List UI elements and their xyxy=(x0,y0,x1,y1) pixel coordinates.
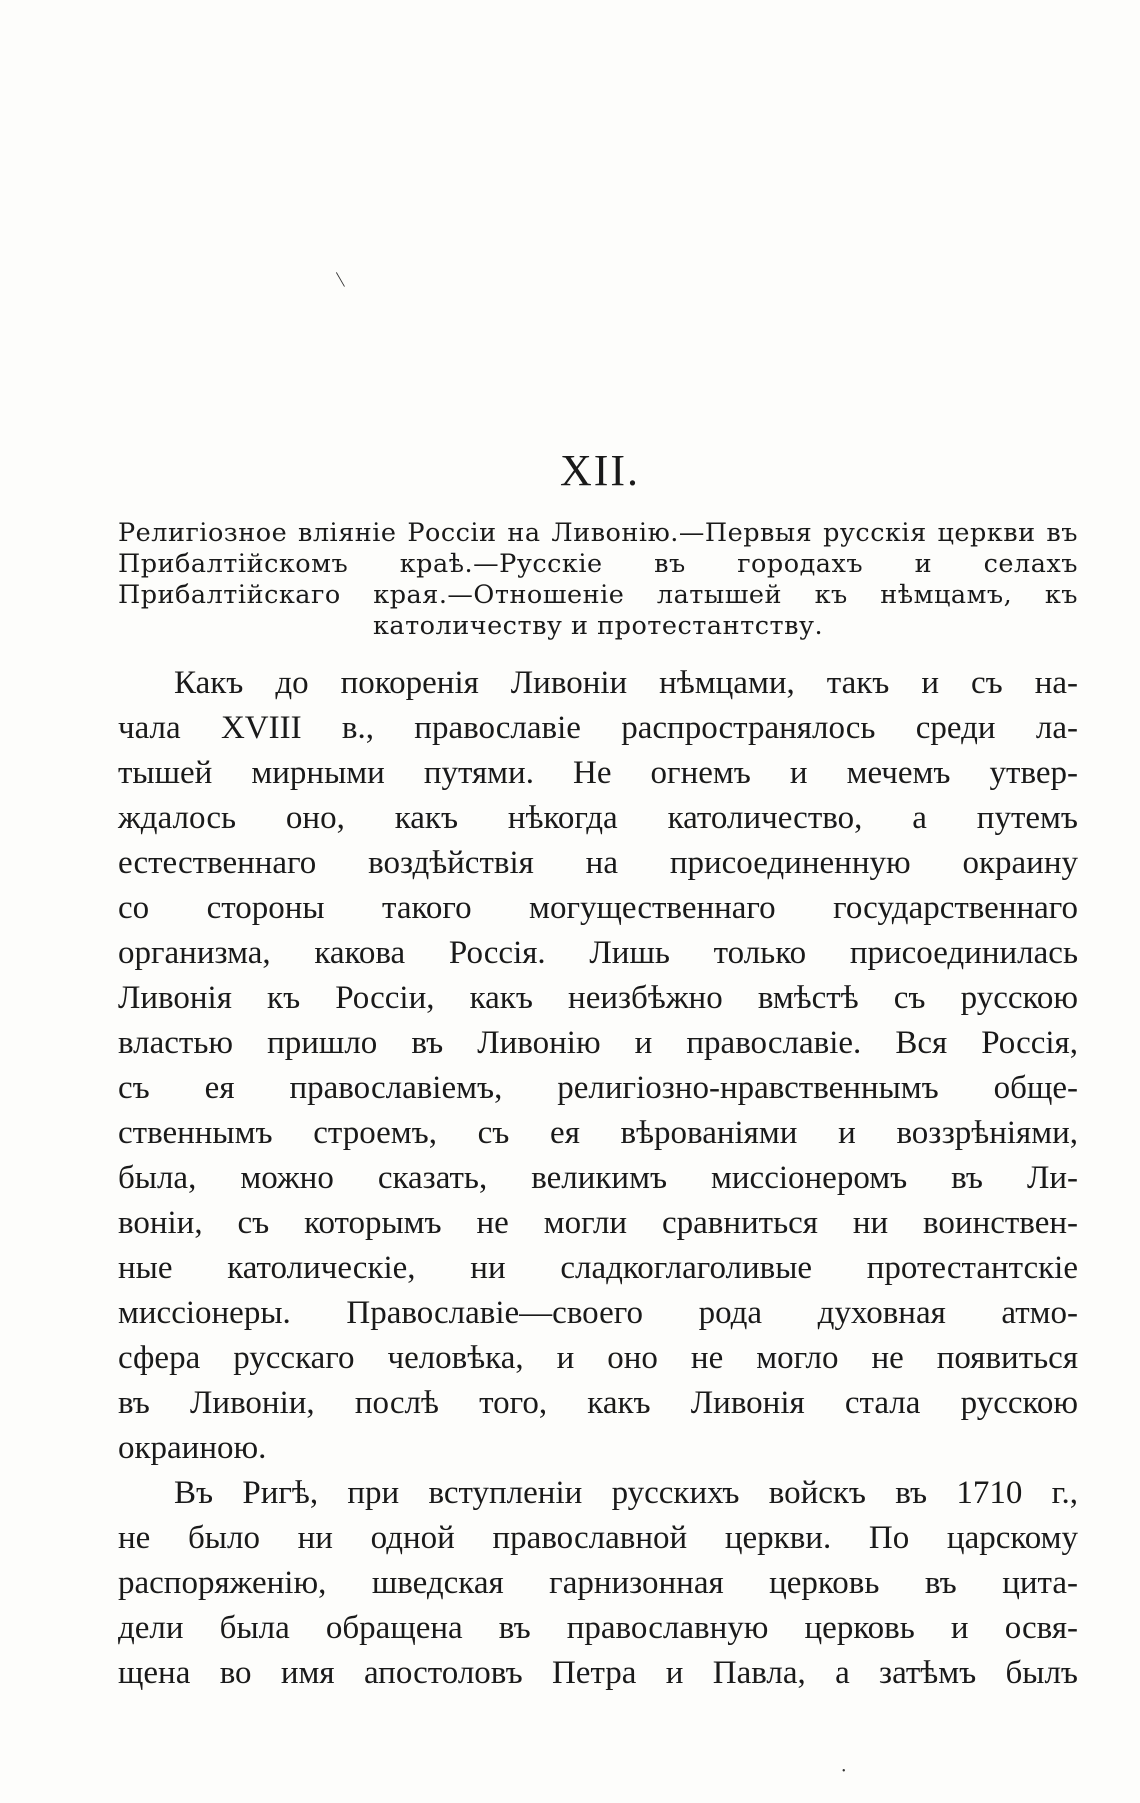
text-line: въ Ливоніи, послѣ того, какъ Ливонія стала русскою xyxy=(118,1385,1078,1421)
text-line: была, можно сказать, великимъ миссіонеромъ въ Ли- xyxy=(118,1160,1078,1196)
text-line: чала XVIII в., православіе распространялось среди ла- xyxy=(118,710,1078,746)
text-line: щена во имя апостоловъ Петра и Павла, а затѣмъ былъ xyxy=(118,1655,1078,1691)
text-line: съ ея православіемъ, религіозно-нравственнымъ обще- xyxy=(118,1070,1078,1106)
text-line: Какъ до покоренія Ливоніи нѣмцами, такъ и съ на- xyxy=(174,665,1078,701)
text-line: естественнаго воздѣйствія на присоединенную окраину xyxy=(118,845,1078,881)
paragraph-1 xyxy=(118,661,1078,1471)
text-line: не было ни одной православной церкви. По царскому xyxy=(118,1520,1078,1556)
text-line: организма, какова Россія. Лишь только присоединилась xyxy=(118,935,1078,971)
text-line: сфера русскаго человѣка, и оно не могло не появиться xyxy=(118,1340,1078,1376)
text-line: воніи, съ которымъ не могли сравниться ни воинствен- xyxy=(118,1205,1078,1241)
text-line: со стороны такого могущественнаго государственнаго xyxy=(118,890,1078,926)
text-line: Ливонія къ Россіи, какъ неизбѣжно вмѣстѣ съ русскою xyxy=(118,980,1078,1016)
chapter-summary: Религіозное вліяніе Россіи на Ливонію.—Первыя русскія церкви въ Прибалтійскомъ краѣ.—Русскіе въ городахъ и селахъ Прибалтійскаго края.—Отношеніе латышей къ нѣмцамъ, къ католичеству и протестантству. xyxy=(118,518,1078,641)
chapter-body xyxy=(118,661,1078,1696)
paragraph-2 xyxy=(118,1471,1078,1696)
text-line: ственнымъ строемъ, съ ея вѣрованіями и воззрѣніями, xyxy=(118,1115,1078,1151)
text-line: тышей мирными путями. Не огнемъ и мечемъ утвер- xyxy=(118,755,1078,791)
chapter-number: XII. xyxy=(559,446,641,495)
text-line: властью пришло въ Ливонію и православіе. Вся Россія, xyxy=(118,1025,1078,1061)
ink-speck: • xyxy=(842,1766,846,1777)
text-line: окраиною. xyxy=(118,1430,267,1466)
text-line: миссіонеры. Православіе—своего рода духовная атмо- xyxy=(118,1295,1078,1331)
ink-speck: | xyxy=(332,268,347,288)
text-line: дели была обращена въ православную церковь и освя- xyxy=(118,1610,1078,1646)
text-line: ждалось оно, какъ нѣкогда католичество, а путемъ xyxy=(118,800,1078,836)
text-line: Въ Ригѣ, при вступленіи русскихъ войскъ въ 1710 г., xyxy=(174,1475,1078,1511)
text-line: распоряженію, шведская гарнизонная церковь въ цита- xyxy=(118,1565,1078,1601)
text-line: ные католическіе, ни сладкоглаголивые протестантскіе xyxy=(118,1250,1078,1286)
